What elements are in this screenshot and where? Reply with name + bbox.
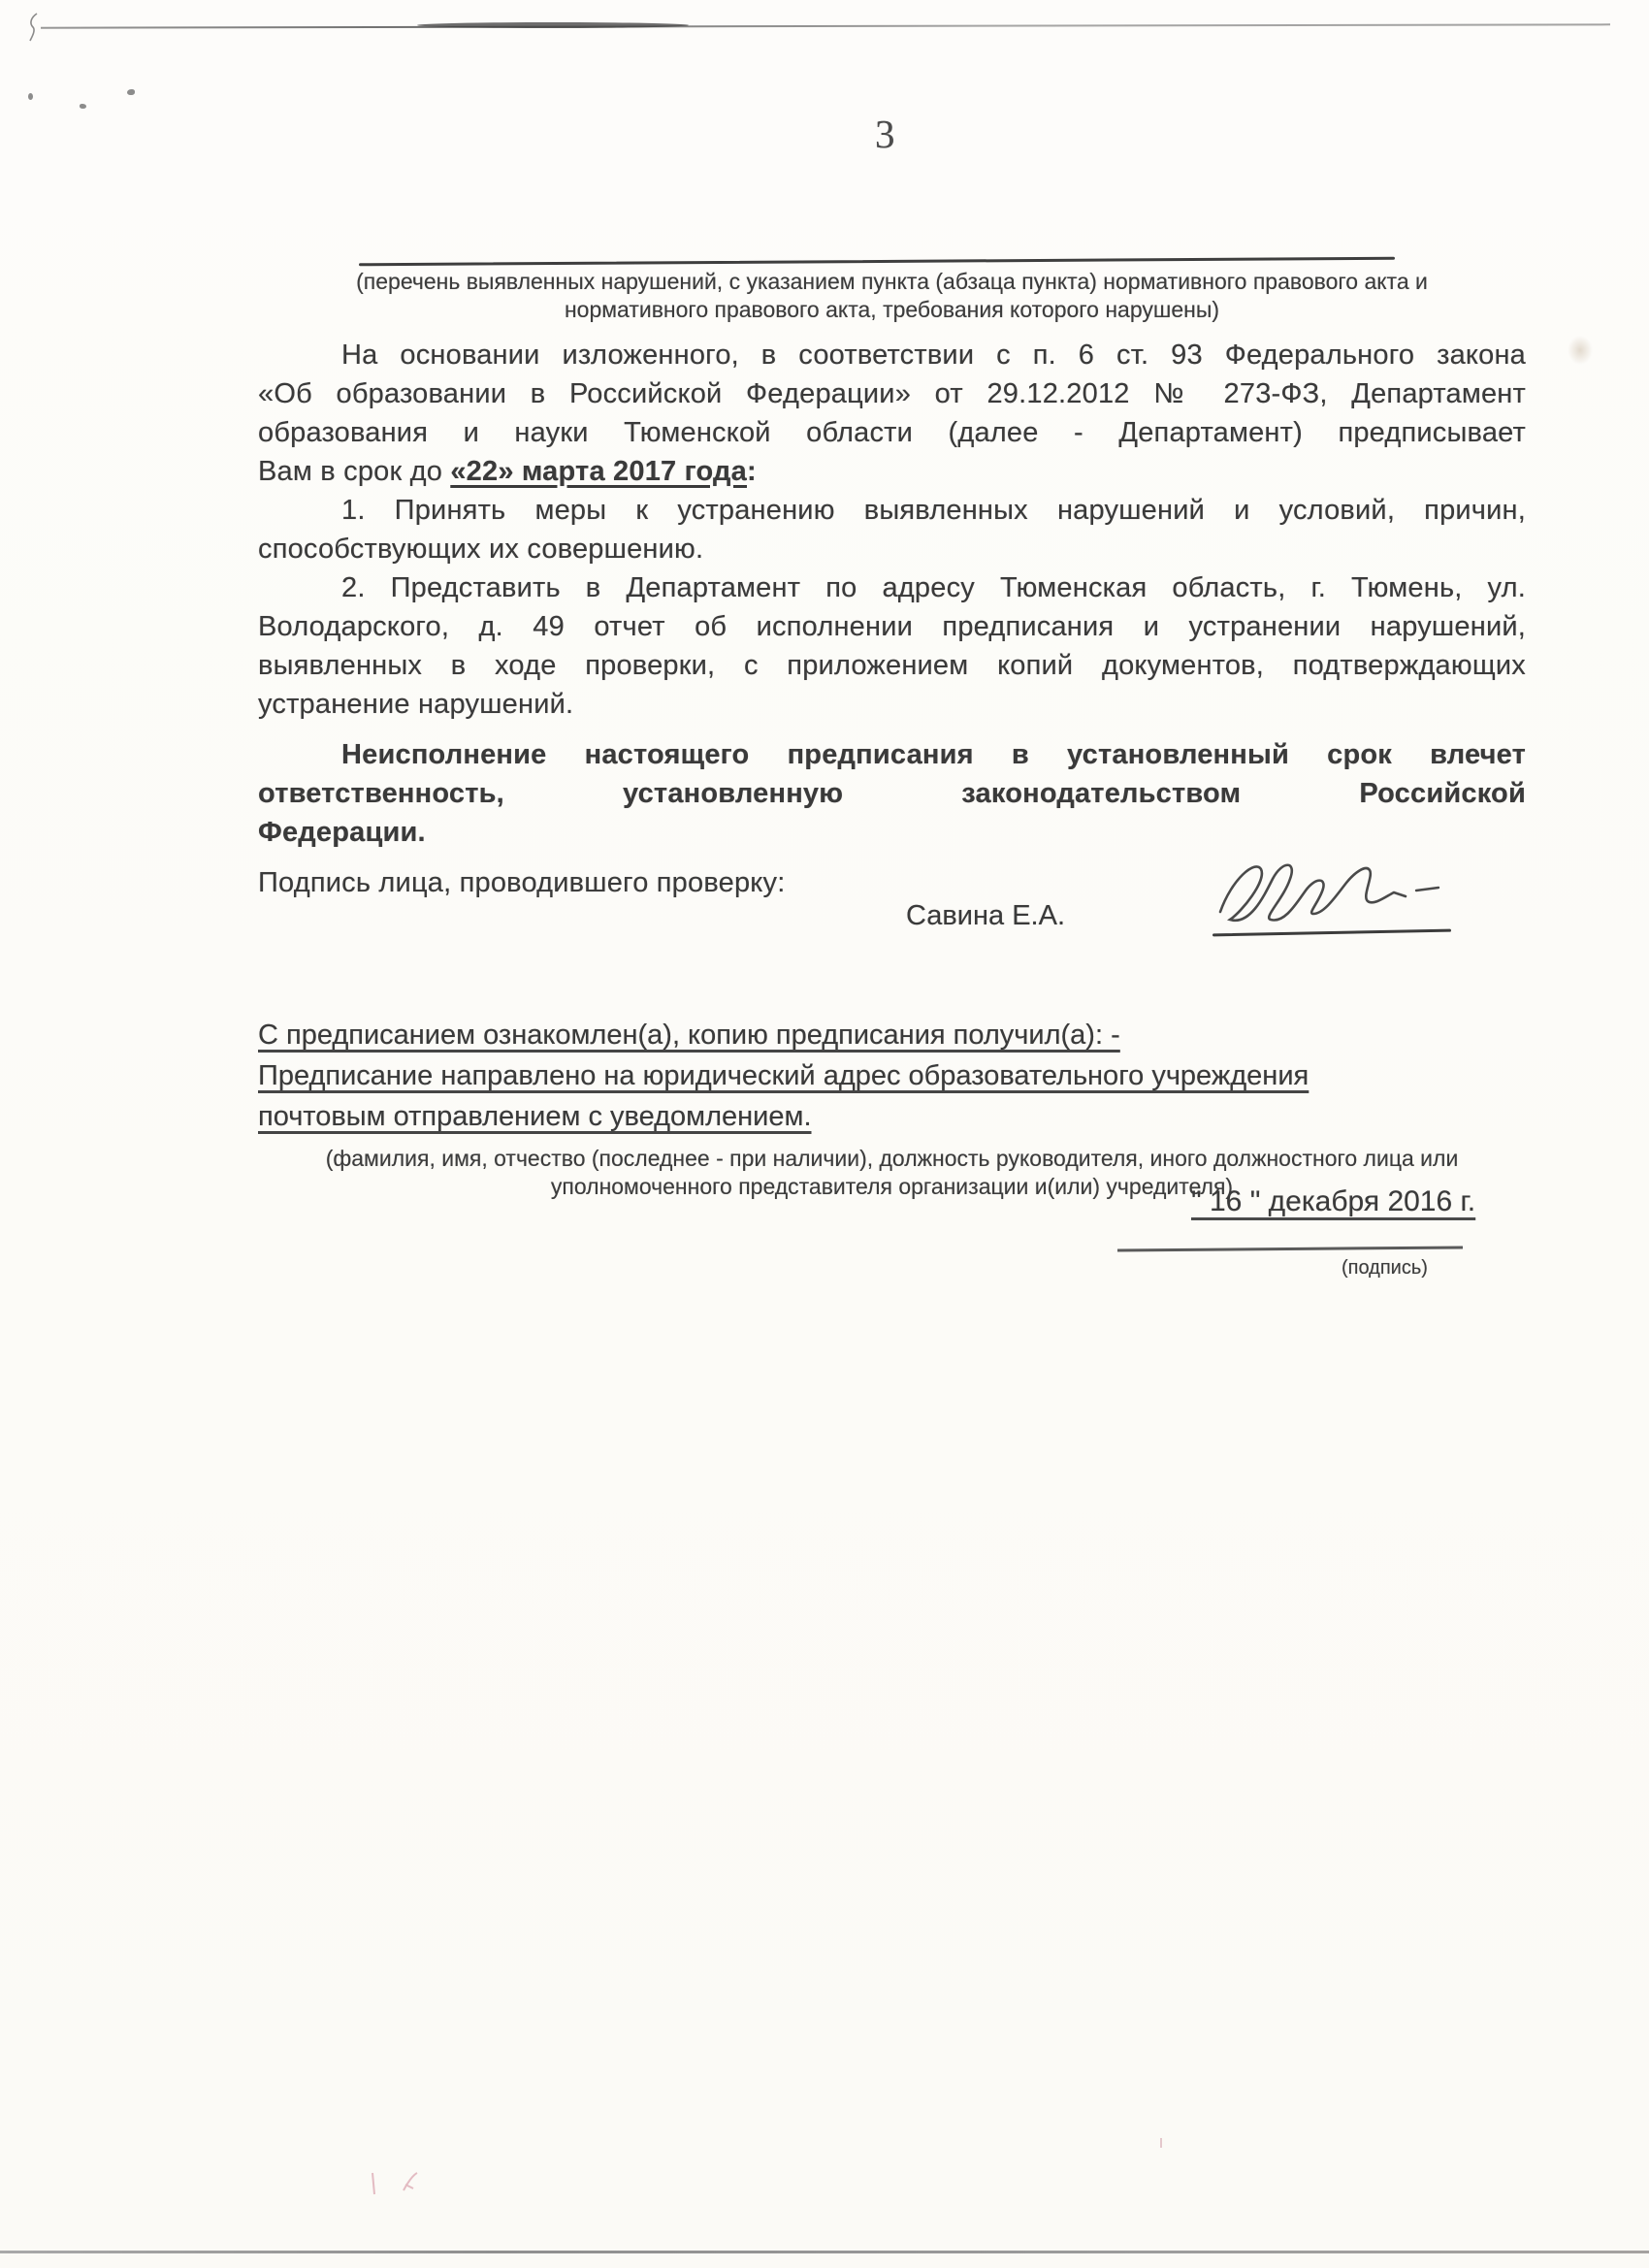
deadline-date: «22» марта 2017 года (450, 456, 747, 487)
inspector-signature-label: Подпись лица, проводившего проверку: (258, 867, 786, 898)
scan-speck (80, 104, 86, 109)
scan-artifact-top-blob (417, 22, 689, 28)
scan-artifact-bottom-line (0, 2251, 1649, 2253)
pen-mark-red (1160, 2138, 1162, 2148)
list-item-line: выявленных в ходе проверки, с приложением копий документов, подтверждающих (258, 650, 1526, 681)
scan-speck (127, 89, 135, 95)
scan-speck (28, 93, 33, 100)
paragraph-line: образования и науки Тюменской области (далее - Департамент) предписывает (258, 417, 1526, 448)
separator-rule (359, 257, 1395, 267)
scan-artifact-top-line (41, 23, 1610, 28)
scan-smudge (1568, 336, 1593, 365)
list-item-line: устранение нарушений. (258, 689, 574, 720)
acknowledgement-line: Предписание направлено на юридический адрес образовательного учреждения (258, 1060, 1310, 1091)
document-body (258, 336, 1526, 902)
warning-line: Федерации. (258, 817, 426, 848)
deadline-colon: : (746, 456, 757, 487)
violations-list-caption (258, 268, 1526, 324)
pen-mark-red (367, 2165, 425, 2204)
acknowledgement-caption-line: (фамилия, имя, отчество (последнее - при наличии), должность руководителя, иного должностного лица или (325, 1146, 1459, 1171)
warning-line: ответственность, установленную законодательством Российской (258, 778, 1526, 809)
paragraph-line: «Об образовании в Российской Федерации» от 29.12.2012 № 273-ФЗ, Департамент (258, 378, 1526, 409)
document-date: " 16 " декабря 2016 г. (1191, 1185, 1476, 1217)
paragraph-line: На основании изложенного, в соответствии с п. 6 ст. 93 Федерального закона (341, 340, 1526, 371)
caption-line: нормативного правового акта, требования которого нарушены) (564, 297, 1220, 322)
recipient-signature-line (1117, 1246, 1463, 1251)
list-item-line: способствующих их совершению. (258, 534, 704, 565)
signature-caption: (подпись) (1342, 1257, 1428, 1279)
caption-line: (перечень выявленных нарушений, с указанием пункта (абзаца пункта) нормативного правового акта и (356, 269, 1428, 294)
scan-artifact-corner-squiggle (23, 8, 52, 51)
handwritten-signature (1199, 848, 1461, 940)
list-item-line: 2. Представить в Департамент по адресу Тюменская область, г. Тюмень, ул. (341, 572, 1526, 603)
acknowledgement-line: почтовым отправлением с уведомлением. (258, 1101, 812, 1132)
page-number: 3 (875, 112, 895, 156)
warning-line: Неисполнение настоящего предписания в установленный срок влечет (341, 739, 1526, 770)
deadline-line (258, 452, 1526, 491)
inspector-name: Савина Е.А. (906, 900, 1066, 931)
acknowledgement-section (258, 1015, 1526, 1201)
deadline-prefix: Вам в срок до (258, 456, 451, 487)
list-item-line: Володарского, д. 49 отчет об исполнении предписания и устранении нарушений, (258, 611, 1526, 642)
acknowledgement-caption-line: уполномоченного представителя организации и(или) учредителя) (550, 1174, 1234, 1199)
list-item-line: 1. Принять меры к устранению выявленных нарушений и условий, причин, (341, 495, 1526, 526)
acknowledgement-line: С предписанием ознакомлен(а), копию предписания получил(а): - (258, 1020, 1120, 1051)
